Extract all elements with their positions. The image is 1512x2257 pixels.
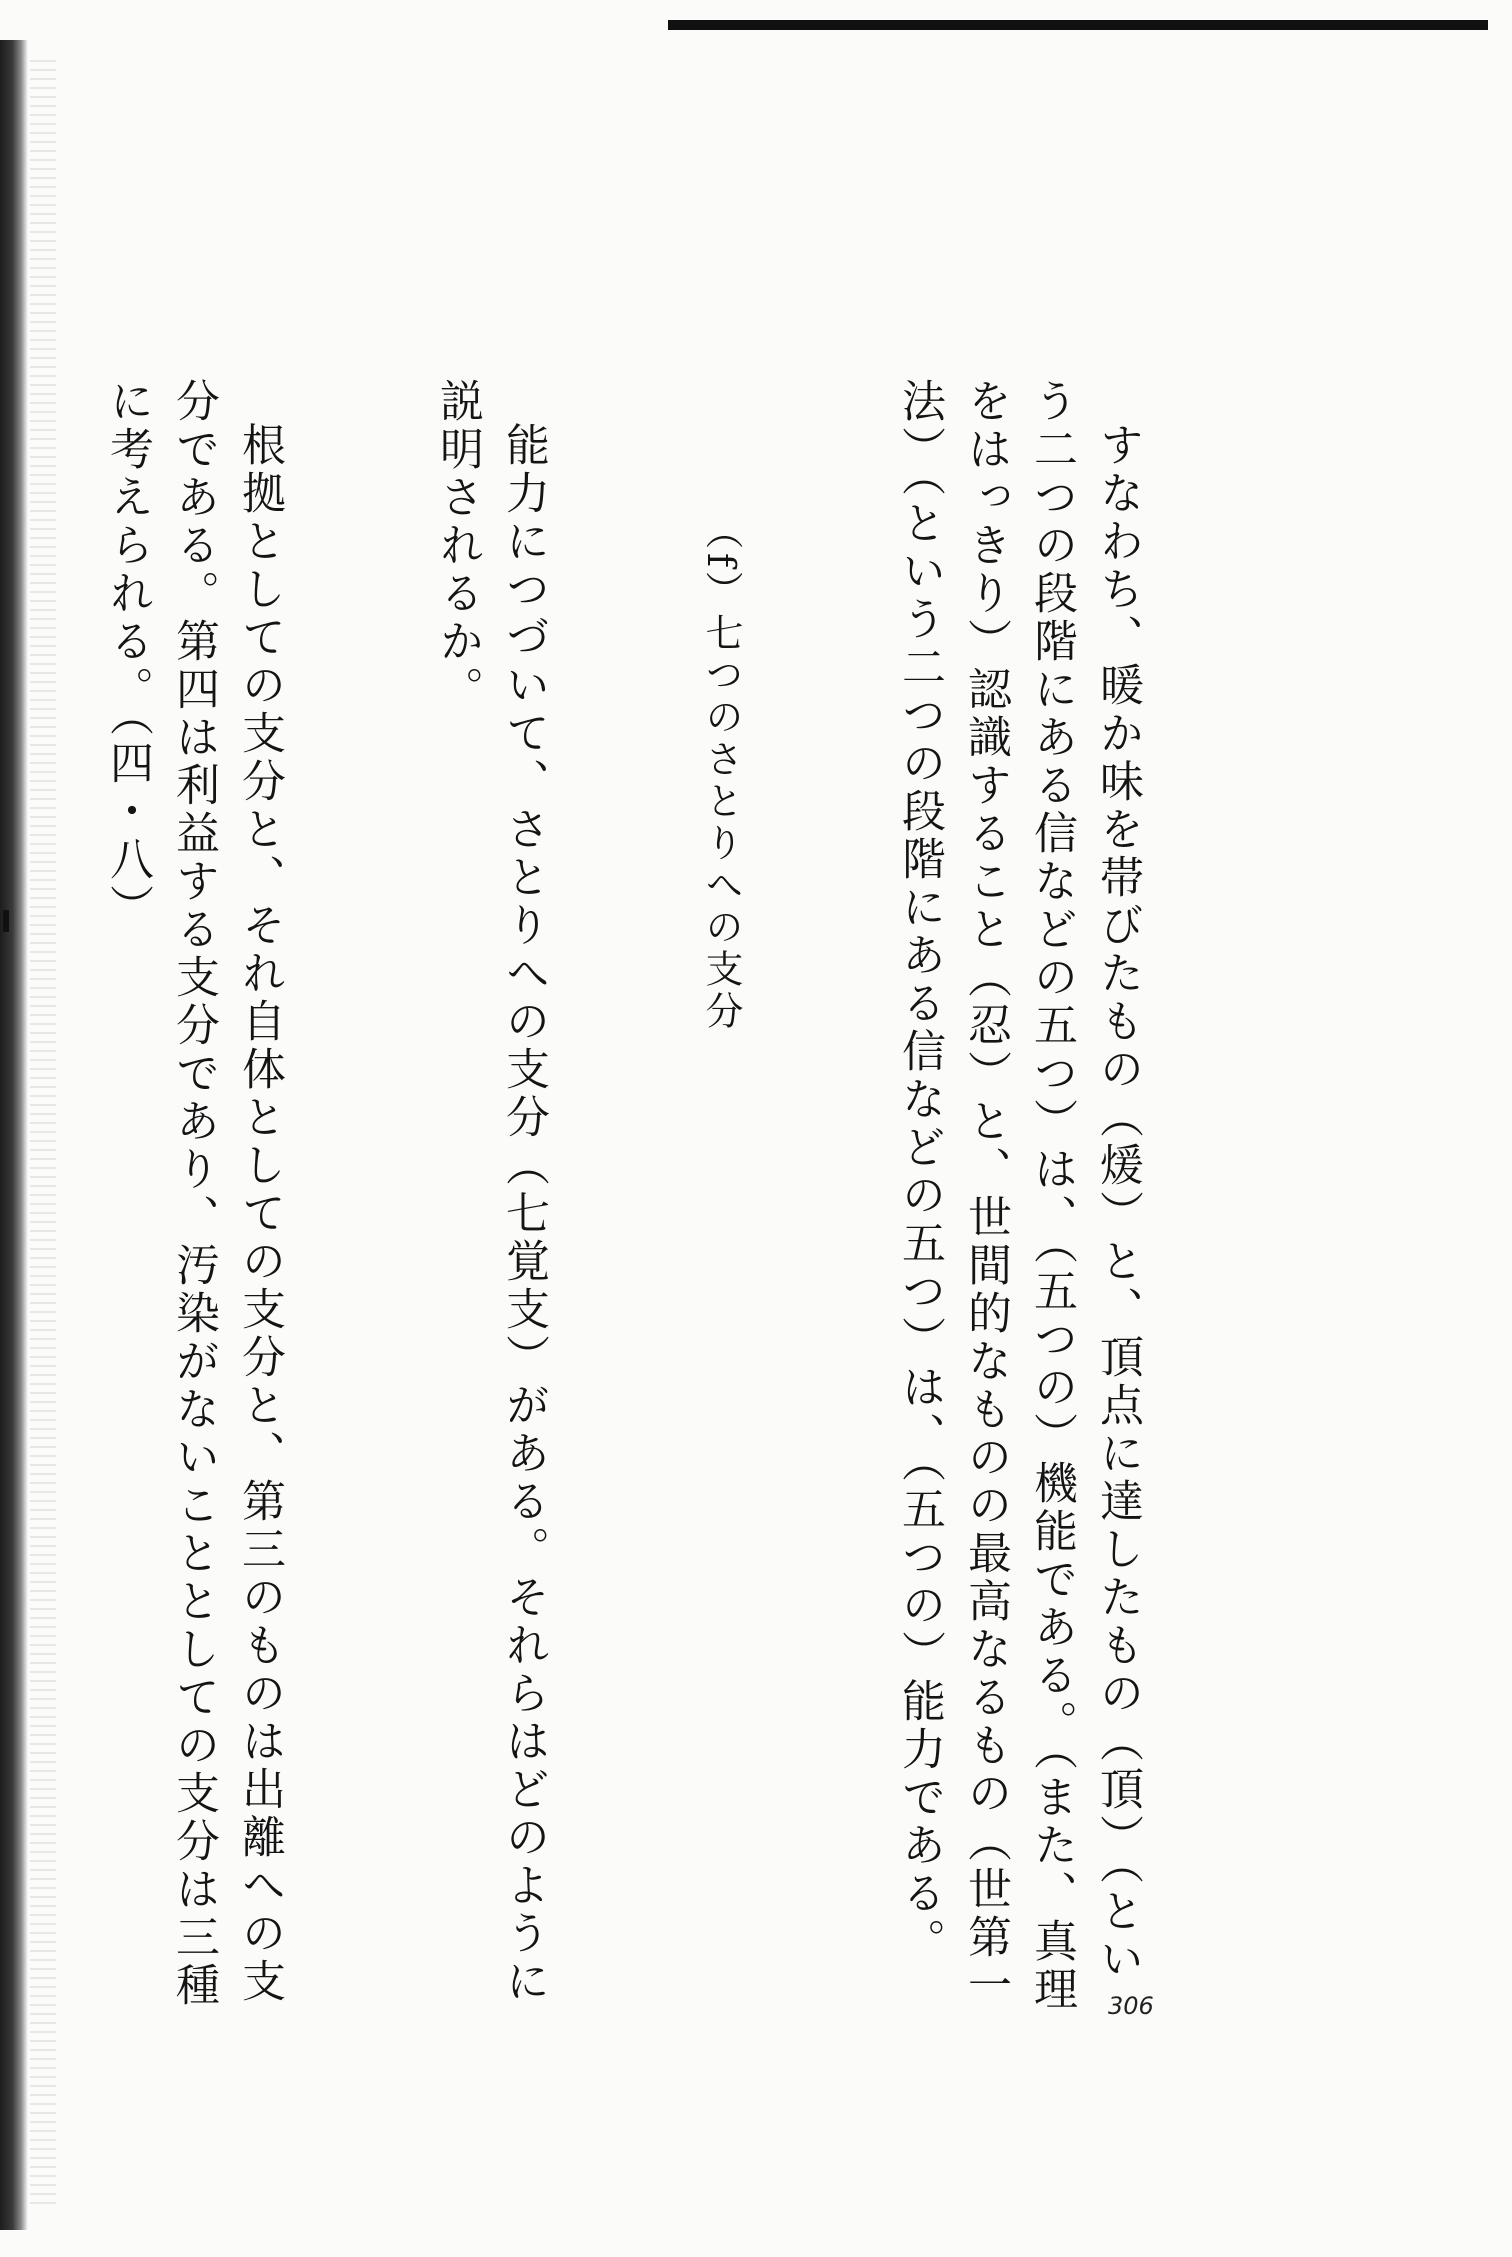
section-heading: （f）七つのさとりへの支分	[699, 511, 743, 1034]
top-rule	[668, 20, 1488, 30]
paragraph-1: すなわち、暖か味を帯びたもの（煖）と、頂点に達したもの（頂）（という二つの段階にある信などの五つ）は、（五つの）機能である。（また、真理をはっきり）認識すること（忍）と、世間的なものの最高なるもの（世第一法）（という二つの段階にある信などの五つ）は、（五つの）能力である。	[894, 378, 1143, 2014]
vertical-text-block	[0, 378, 1282, 2018]
paragraph-3: 根拠としての支分と、それ自体としての支分と、第三のものは出離への支分である。第四は利益する支分であり、汚染がないこととしての支分は三種に考えられる。（四・八）	[102, 378, 285, 2010]
paragraph-2: 能力につづいて、さとりへの支分（七覚支）がある。それらはどのように説明されるか。	[432, 378, 549, 2006]
page-number: 306	[1108, 1992, 1154, 2020]
